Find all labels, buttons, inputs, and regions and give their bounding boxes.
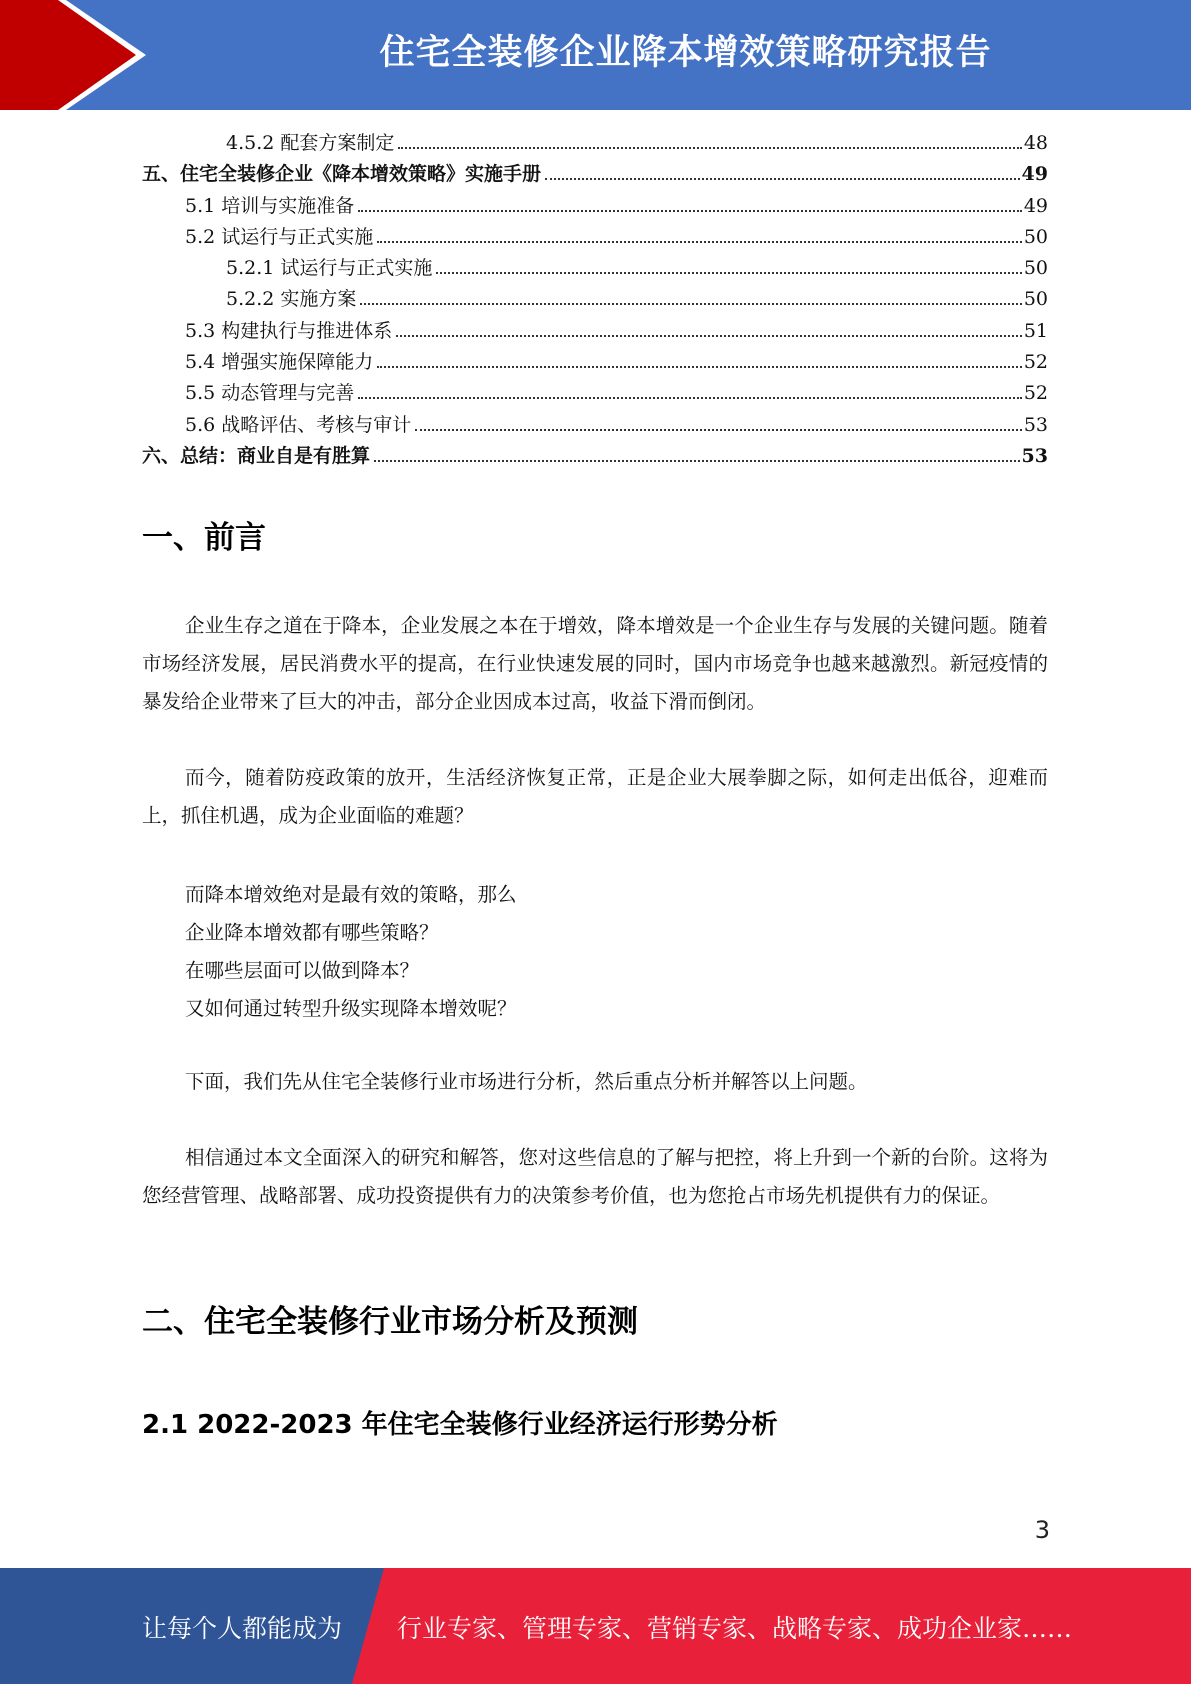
- toc-entry-label: 5.4 增强实施保障能力: [185, 351, 374, 374]
- toc-entry[interactable]: [142, 128, 1048, 159]
- toc-entry-page: 50: [1023, 225, 1048, 248]
- toc-entry-page: 52: [1023, 382, 1048, 405]
- toc-leader-dots: [360, 303, 1021, 305]
- subsection-heading: 2.1 2022-2023 年住宅全装修行业经济运行形势分析: [142, 1410, 778, 1440]
- question-line: 在哪些层面可以做到降本？: [185, 959, 420, 982]
- toc-entry-page: 53: [1021, 444, 1048, 467]
- toc-entry-label: 5.2 试运行与正式实施: [185, 225, 374, 248]
- toc-leader-dots: [545, 178, 1020, 180]
- toc-entry-label: 5.1 培训与实施准备: [185, 194, 355, 217]
- question-list: [185, 876, 517, 1028]
- toc-entry[interactable]: [142, 378, 1048, 409]
- toc-leader-dots: [377, 366, 1022, 368]
- toc-leader-dots: [436, 272, 1021, 274]
- toc-entry[interactable]: [142, 410, 1048, 441]
- paragraph: 下面，我们先从住宅全装修行业市场进行分析，然后重点分析并解答以上问题。: [185, 1070, 868, 1093]
- toc-leader-dots: [398, 147, 1021, 149]
- toc-entry-page: 48: [1023, 132, 1048, 154]
- toc-entry[interactable]: [142, 284, 1048, 315]
- page-footer: [0, 1568, 1191, 1684]
- toc-leader-dots: [358, 210, 1022, 212]
- toc-entry-label: 5.6 战略评估、考核与审计: [185, 413, 412, 436]
- toc-entry-label: 5.2.2 实施方案: [226, 288, 357, 311]
- toc-entry-page: 50: [1023, 288, 1048, 311]
- header-arrow-decoration: [0, 0, 160, 110]
- table-of-contents: [142, 128, 1048, 472]
- toc-entry-label: 4.5.2 配套方案制定: [226, 132, 395, 154]
- toc-entry[interactable]: [142, 347, 1048, 378]
- toc-entry-page: 51: [1023, 319, 1048, 342]
- question-line: 企业降本增效都有哪些策略？: [185, 921, 439, 944]
- toc-entry-label: 六、总结：商业自是有胜算: [142, 444, 371, 467]
- toc-leader-dots: [358, 397, 1022, 399]
- section-heading-preface: 一、前言: [142, 520, 266, 556]
- toc-entry-label: 5.5 动态管理与完善: [185, 382, 355, 405]
- toc-entry-label: 5.2.1 试运行与正式实施: [226, 257, 433, 280]
- question-line: 而降本增效绝对是最有效的策略，那么: [185, 883, 517, 906]
- toc-entry[interactable]: [142, 222, 1048, 253]
- header-title: 住宅全装修企业降本增效策略研究报告: [379, 33, 992, 73]
- paragraph: 而今，随着防疫政策的放开，生活经济恢复正常，正是企业大展拳脚之际，如何走出低谷，迎难而上，抓住机遇，成为企业面临的难题？: [142, 766, 1048, 827]
- footer-slogan-right: 行业专家、管理专家、营销专家、战略专家、成功企业家……: [397, 1614, 1073, 1643]
- toc-entry-page: 49: [1021, 163, 1048, 186]
- toc-leader-dots: [415, 429, 1022, 431]
- question-line: 又如何通过转型升级实现降本增效呢？: [185, 997, 517, 1020]
- toc-entry[interactable]: [142, 253, 1048, 284]
- toc-entry[interactable]: [142, 316, 1048, 347]
- toc-entry-page: 49: [1023, 194, 1048, 217]
- section-heading-market-analysis: 二、住宅全装修行业市场分析及预测: [142, 1304, 638, 1340]
- toc-entry-page: 50: [1023, 257, 1048, 280]
- paragraph: 相信通过本文全面深入的研究和解答，您对这些信息的了解与把控，将上升到一个新的台阶。这将为您经营管理、战略部署、成功投资提供有力的决策参考价值，也为您抢占市场先机提供有力的保证。: [142, 1146, 1048, 1207]
- toc-entry[interactable]: [142, 159, 1048, 190]
- page-header: [0, 0, 1191, 110]
- toc-entry[interactable]: [142, 191, 1048, 222]
- footer-slogan-left: 让每个人都能成为: [142, 1614, 343, 1643]
- toc-leader-dots: [374, 460, 1020, 462]
- toc-entry-label: 5.3 构建执行与推进体系: [185, 319, 393, 342]
- toc-entry-label: 五、住宅全装修企业《降本增效策略》实施手册: [142, 163, 542, 186]
- toc-leader-dots: [396, 335, 1022, 337]
- toc-leader-dots: [377, 241, 1022, 243]
- toc-entry[interactable]: [142, 441, 1048, 472]
- toc-entry-page: 53: [1023, 413, 1048, 436]
- page-number: 3: [1034, 1516, 1050, 1544]
- paragraph: 企业生存之道在于降本，企业发展之本在于增效，降本增效是一个企业生存与发展的关键问题。随着市场经济发展，居民消费水平的提高，在行业快速发展的同时，国内市场竞争也越来越激烈。新冠疫情的暴发给企业带来了巨大的冲击，部分企业因成本过高，收益下滑而倒闭。: [142, 614, 1048, 713]
- toc-entry-page: 52: [1023, 351, 1048, 374]
